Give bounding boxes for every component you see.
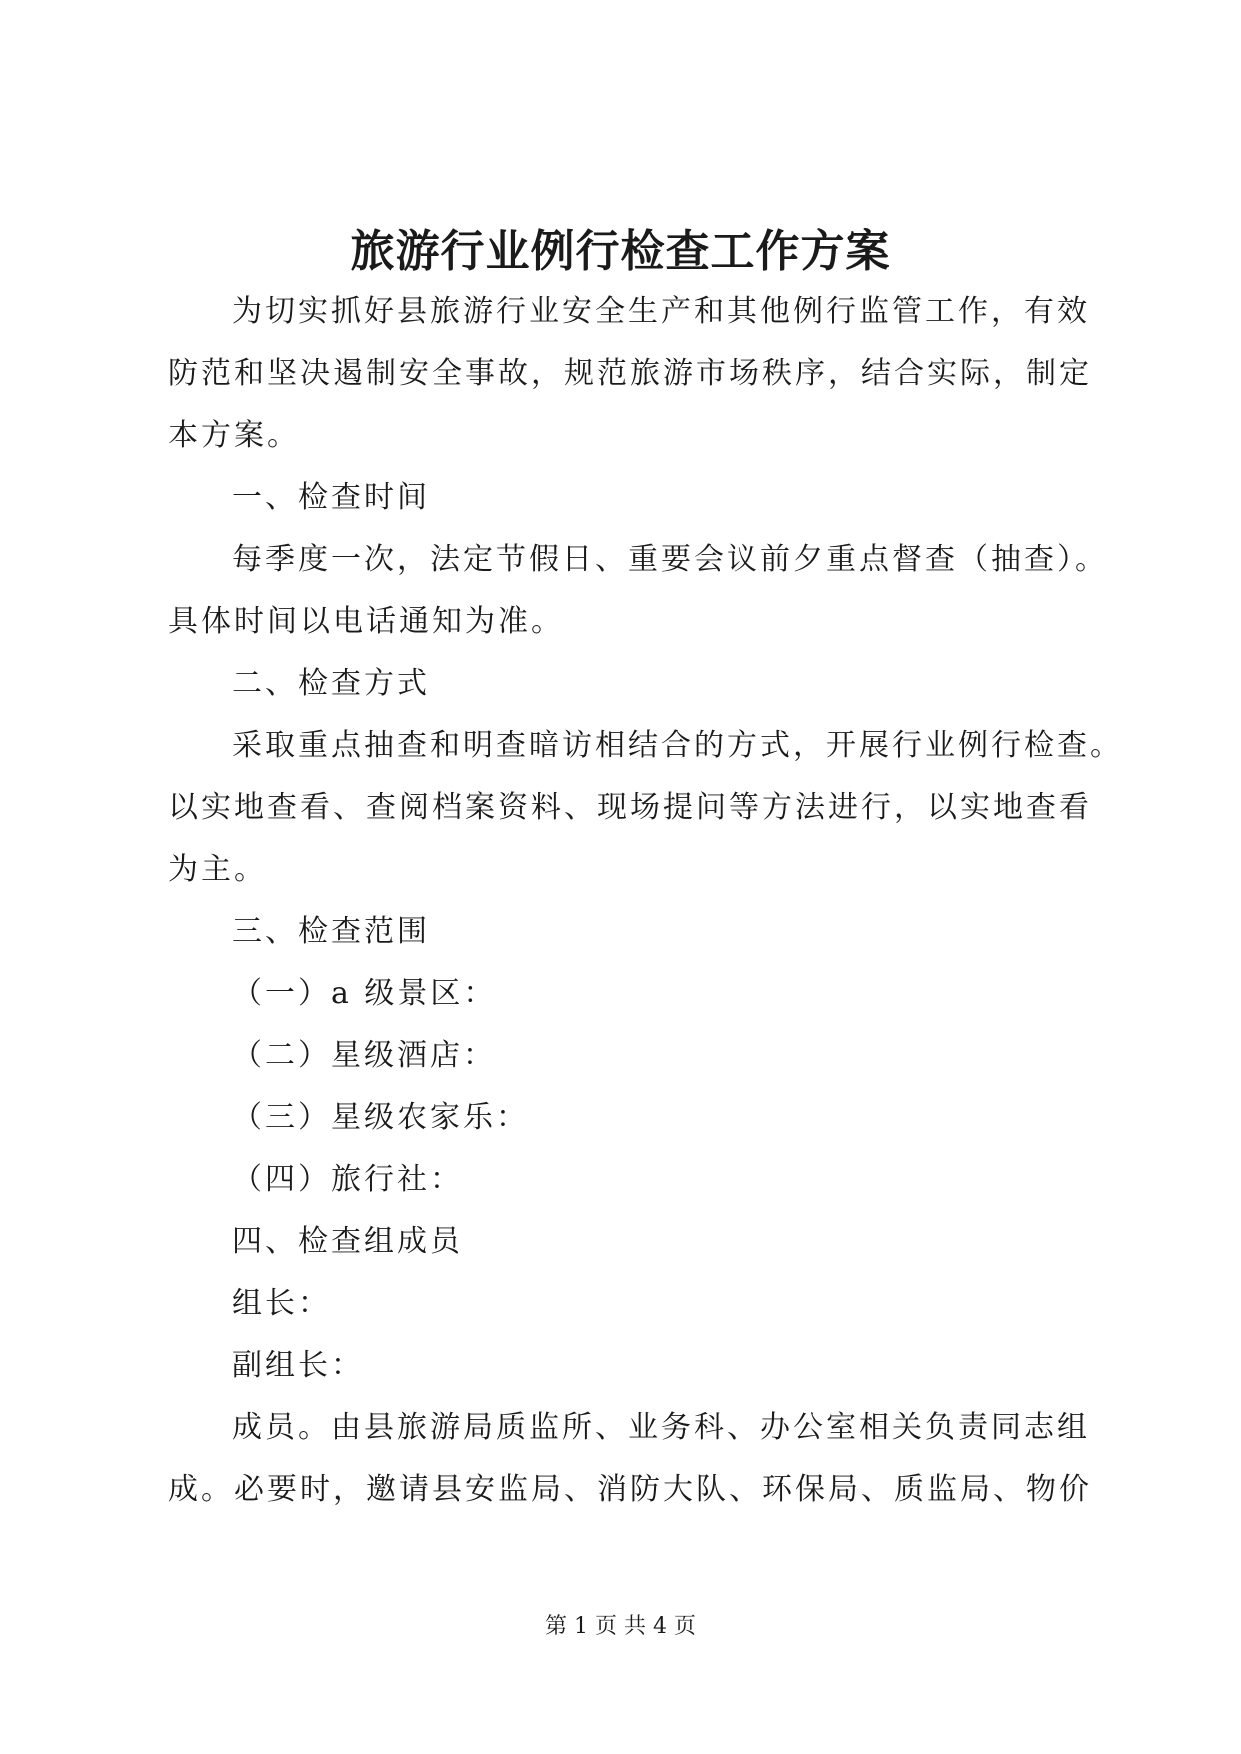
section-heading: 三、检查范围	[232, 914, 430, 949]
paragraph-line: 具体时间以电话通知为准。	[168, 604, 564, 639]
document-title: 旅游行业例行检查工作方案	[350, 226, 891, 277]
paragraph-line: 防范和坚决遏制安全事故，规范旅游市场秩序，结合实际，制定	[168, 356, 1092, 391]
list-item: （四）旅行社：	[232, 1162, 463, 1197]
paragraph-line: 副组长：	[232, 1348, 364, 1383]
paragraph-line: 组长：	[232, 1286, 331, 1321]
list-item: （二）星级酒店：	[232, 1038, 496, 1073]
section-heading: 四、检查组成员	[232, 1224, 463, 1259]
paragraph-line: 每季度一次，法定节假日、重要会议前夕重点督查（抽查）。	[232, 542, 1108, 577]
section-heading: 一、检查时间	[232, 480, 430, 515]
section-heading: 二、检查方式	[232, 666, 430, 701]
paragraph-line: 以实地查看、查阅档案资料、现场提问等方法进行，以实地查看	[168, 790, 1092, 825]
list-item: （一）a 级景区：	[232, 976, 497, 1011]
paragraph-line: 为切实抓好县旅游行业安全生产和其他例行监管工作，有效	[232, 294, 1090, 329]
page-number: 第 1 页 共 4 页	[545, 1614, 696, 1639]
paragraph-line: 采取重点抽查和明查暗访相结合的方式，开展行业例行检查。	[232, 728, 1123, 763]
paragraph-line: 本方案。	[168, 418, 300, 453]
paragraph-line: 成。必要时，邀请县安监局、消防大队、环保局、质监局、物价	[168, 1472, 1092, 1507]
paragraph-line: 为主。	[168, 852, 267, 887]
list-item: （三）星级农家乐：	[232, 1100, 529, 1135]
paragraph-line: 成员。由县旅游局质监所、业务科、办公室相关负责同志组	[232, 1410, 1090, 1445]
